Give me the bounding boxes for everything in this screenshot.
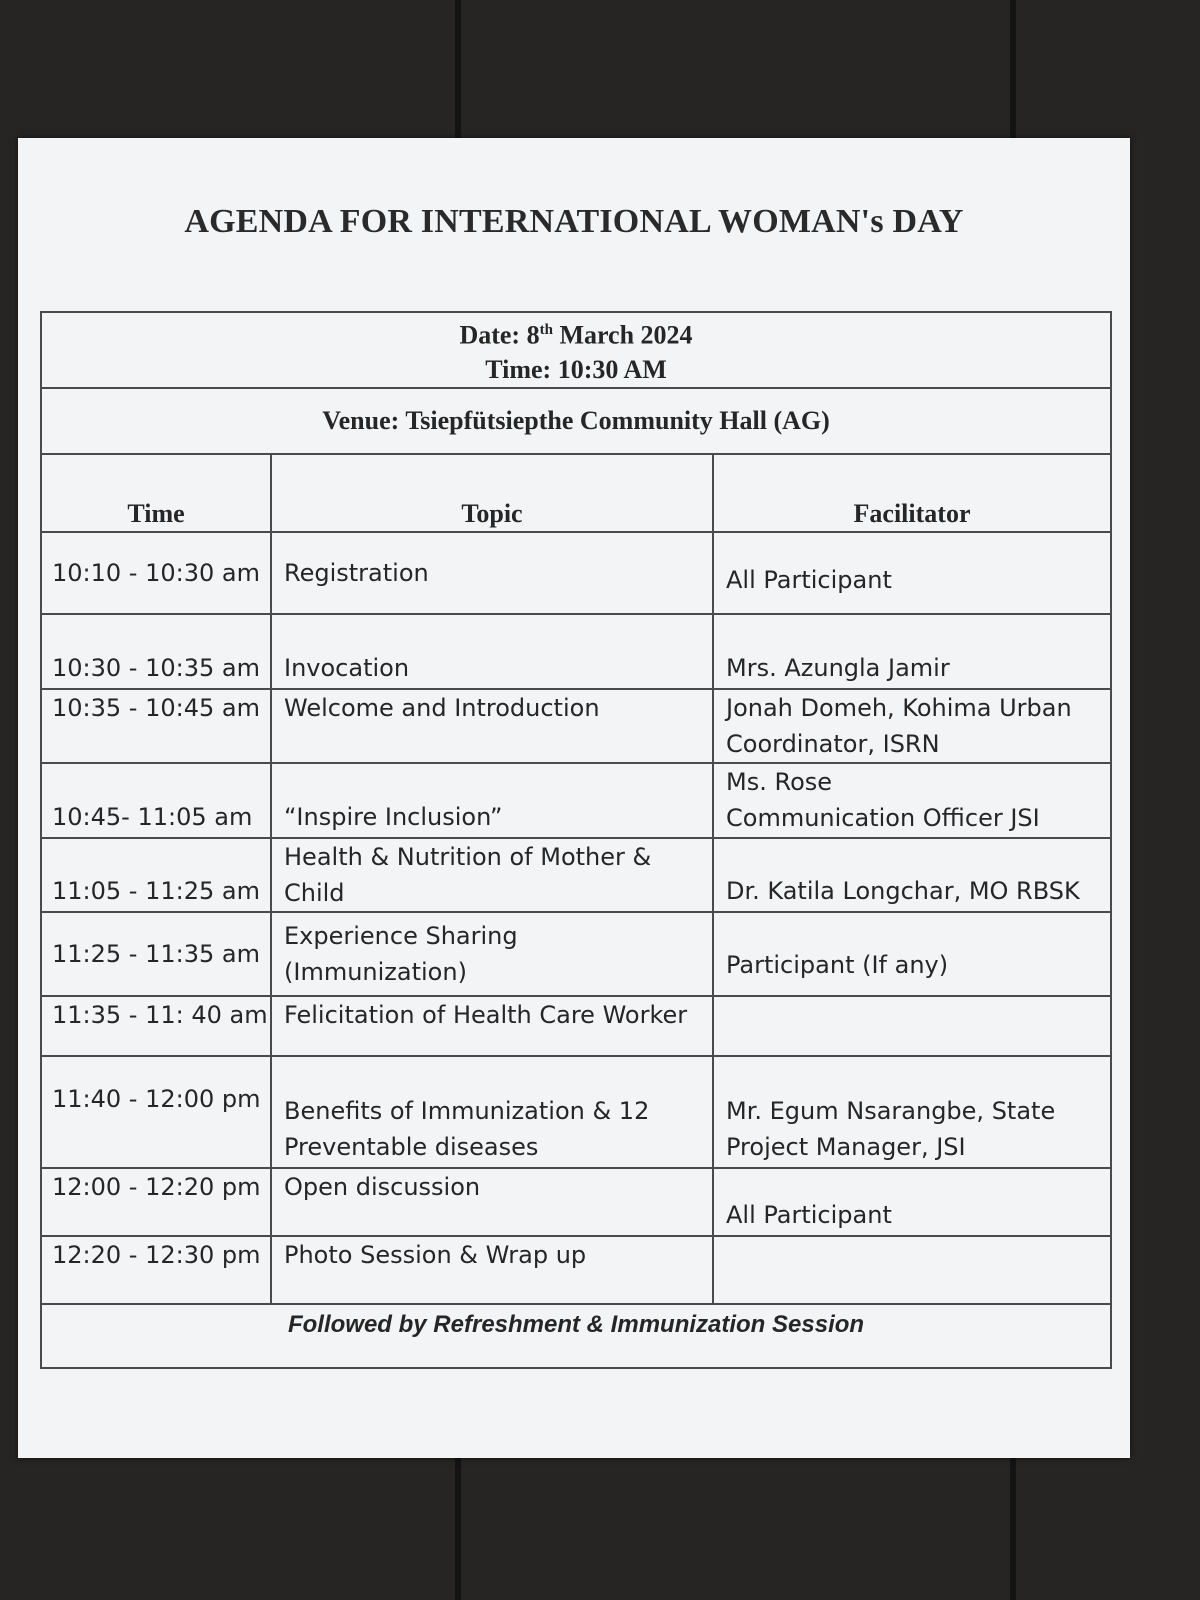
event-time: Time: 10:30 AM: [485, 354, 667, 384]
column-header-row: [41, 454, 1111, 532]
column-header-topic: Topic: [271, 454, 713, 532]
footer-note: Followed by Refreshment & Immunization Session: [41, 1304, 1111, 1368]
date-label: Date: 8: [459, 320, 540, 350]
row-topic: Welcome and Introduction: [271, 689, 713, 763]
row-topic: “Inspire Inclusion”: [271, 763, 713, 838]
table-row: [41, 689, 1111, 763]
agenda-sheet: [18, 138, 1130, 1458]
row-facilitator: [713, 996, 1111, 1056]
venue-cell: Venue: Tsiepfütsiepthe Community Hall (AG): [41, 388, 1111, 454]
row-facilitator: [713, 1236, 1111, 1304]
facilitator-line: Communication Officer JSI: [726, 804, 1040, 833]
table-row: [41, 763, 1111, 838]
venue-row: [41, 388, 1111, 454]
row-time: 11:40 - 12:00 pm: [41, 1056, 271, 1168]
table-row: [41, 1168, 1111, 1236]
facilitator-line: Jonah Domeh, Kohima Urban: [726, 693, 1072, 722]
row-time: 10:10 - 10:30 am: [41, 532, 271, 614]
date-time-cell: [41, 312, 1111, 388]
topic-line: Health & Nutrition of Mother &: [284, 842, 652, 871]
row-facilitator: [713, 689, 1111, 763]
row-time: 11:25 - 11:35 am: [41, 912, 271, 996]
facilitator-line: Project Manager, JSI: [726, 1132, 966, 1161]
table-row: [41, 912, 1111, 996]
row-facilitator: Participant (If any): [713, 912, 1111, 996]
agenda-title: AGENDA FOR INTERNATIONAL WOMAN's DAY: [184, 203, 964, 240]
row-time: 11:35 - 11: 40 am: [41, 996, 271, 1056]
date-month-year: March 2024: [552, 320, 693, 350]
row-facilitator: Mrs. Azungla Jamir: [713, 614, 1111, 689]
topic-line: Child: [284, 878, 345, 907]
row-topic: [271, 1056, 713, 1168]
topic-line: Benefits of Immunization & 12: [284, 1096, 650, 1125]
agenda-table: [40, 311, 1112, 1369]
row-topic: Experience Sharing (Immunization): [271, 912, 713, 996]
row-facilitator: All Participant: [713, 1168, 1111, 1236]
row-topic: Photo Session & Wrap up: [271, 1236, 713, 1304]
table-row: [41, 532, 1111, 614]
row-topic: Invocation: [271, 614, 713, 689]
row-facilitator: All Participant: [713, 532, 1111, 614]
row-topic: [271, 838, 713, 912]
row-time: 10:35 - 10:45 am: [41, 689, 271, 763]
column-header-time: Time: [41, 454, 271, 532]
facilitator-line: Mr. Egum Nsarangbe, State: [726, 1096, 1056, 1125]
row-time: 10:30 - 10:35 am: [41, 614, 271, 689]
topic-line: Preventable diseases: [284, 1132, 539, 1161]
table-row: [41, 614, 1111, 689]
date-time-row: [41, 312, 1111, 388]
footer-row: [41, 1304, 1111, 1368]
row-time: 12:00 - 12:20 pm: [41, 1168, 271, 1236]
facilitator-line: Ms. Rose: [726, 768, 833, 797]
row-topic: Registration: [271, 532, 713, 614]
row-time: 11:05 - 11:25 am: [41, 838, 271, 912]
row-facilitator: Dr. Katila Longchar, MO RBSK: [713, 838, 1111, 912]
column-header-facilitator: Facilitator: [713, 454, 1111, 532]
table-row: [41, 996, 1111, 1056]
row-topic: Open discussion: [271, 1168, 713, 1236]
facilitator-line: Coordinator, ISRN: [726, 729, 940, 758]
row-time: 10:45- 11:05 am: [41, 763, 271, 838]
date-suffix: th: [539, 322, 553, 338]
row-facilitator: [713, 1056, 1111, 1168]
row-facilitator: [713, 763, 1111, 838]
table-row: [41, 1056, 1111, 1168]
row-time: 12:20 - 12:30 pm: [41, 1236, 271, 1304]
table-row: [41, 838, 1111, 912]
event-date: [54, 313, 1098, 353]
row-topic: Felicitation of Health Care Worker: [271, 996, 713, 1056]
table-row: [41, 1236, 1111, 1304]
